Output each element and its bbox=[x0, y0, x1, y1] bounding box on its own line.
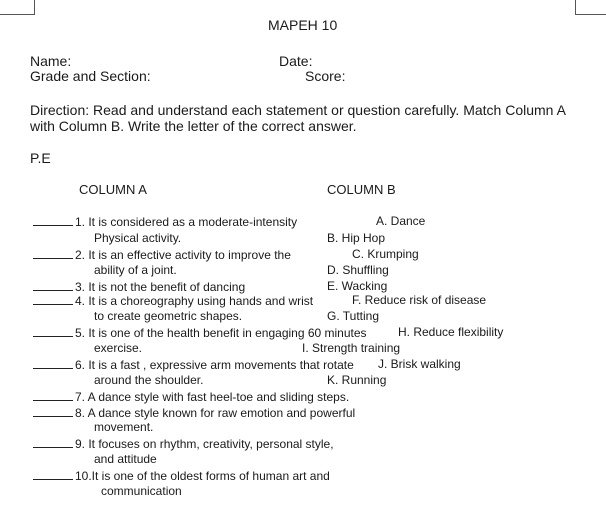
answer-blank[interactable] bbox=[33, 406, 73, 417]
directions-line-1: Direction: Read and understand each statement or question carefully. Match Column A bbox=[30, 102, 566, 118]
list-item-cont: movement. bbox=[94, 420, 154, 434]
choice-b: B. Hip Hop bbox=[327, 231, 386, 245]
choice-h: H. Reduce flexibility bbox=[398, 325, 504, 339]
list-item: 8. A dance style known for raw emotion and powerful bbox=[33, 406, 355, 419]
list-item-cont: and attitude bbox=[94, 452, 157, 466]
list-item-cont: Physical activity. bbox=[94, 231, 182, 245]
date-label: Date: bbox=[279, 53, 313, 69]
choice-f: F. Reduce risk of disease bbox=[352, 293, 487, 307]
list-item: 3. It is not the benefit of dancing bbox=[33, 280, 245, 293]
choice-e: E. Wacking bbox=[327, 279, 388, 293]
page-title: MAPEH 10 bbox=[268, 17, 338, 33]
column-b-heading: COLUMN B bbox=[327, 182, 396, 197]
grade-section-label: Grade and Section: bbox=[30, 68, 151, 84]
directions-line-2: with Column B. Write the letter of the correct answer. bbox=[30, 118, 357, 134]
choice-g: G. Tutting bbox=[327, 309, 380, 323]
choice-a: A. Dance bbox=[376, 214, 426, 228]
score-label: Score: bbox=[305, 68, 346, 84]
corner-mark-right bbox=[575, 0, 606, 15]
choice-c: C. Krumping bbox=[352, 247, 419, 261]
list-item: 6. It is a fast , expressive arm movements that rotate bbox=[33, 358, 354, 371]
choice-j: J. Brisk walking bbox=[378, 357, 461, 371]
list-item: 10.It is one of the oldest forms of human art and bbox=[33, 469, 330, 482]
answer-blank[interactable] bbox=[33, 358, 73, 369]
column-a-heading: COLUMN A bbox=[79, 182, 147, 197]
list-item: 2. It is an effective activity to improve the bbox=[33, 248, 291, 261]
list-item: 9. It focuses on rhythm, creativity, personal style, bbox=[33, 437, 334, 450]
answer-blank[interactable] bbox=[33, 469, 73, 480]
list-item-cont: ability of a joint. bbox=[94, 263, 177, 277]
section-heading: P.E bbox=[30, 150, 51, 166]
list-item-cont: to create geometric shapes. bbox=[94, 309, 243, 323]
answer-blank[interactable] bbox=[33, 390, 73, 401]
corner-mark-left bbox=[0, 0, 35, 15]
list-item: 1. It is considered as a moderate-intensity bbox=[33, 215, 297, 228]
list-item-cont: communication bbox=[101, 484, 182, 498]
list-item: 5. It is one of the health benefit in engaging 60 minutes bbox=[33, 326, 367, 339]
list-item-cont: exercise. bbox=[94, 341, 143, 355]
name-label: Name: bbox=[30, 53, 72, 69]
answer-blank[interactable] bbox=[33, 248, 73, 259]
choice-i: I. Strength training bbox=[302, 341, 401, 355]
answer-blank[interactable] bbox=[33, 280, 73, 291]
choice-k: K. Running bbox=[327, 373, 387, 387]
list-item: 7. A dance style with fast heel-toe and sliding steps. bbox=[33, 390, 349, 403]
answer-blank[interactable] bbox=[33, 326, 73, 337]
choice-d: D. Shuffling bbox=[327, 263, 389, 277]
answer-blank[interactable] bbox=[33, 294, 73, 305]
answer-blank[interactable] bbox=[33, 437, 73, 448]
list-item-cont: around the shoulder. bbox=[94, 373, 204, 387]
list-item: 4. It is a choreography using hands and wrist bbox=[33, 294, 313, 307]
answer-blank[interactable] bbox=[33, 215, 73, 226]
